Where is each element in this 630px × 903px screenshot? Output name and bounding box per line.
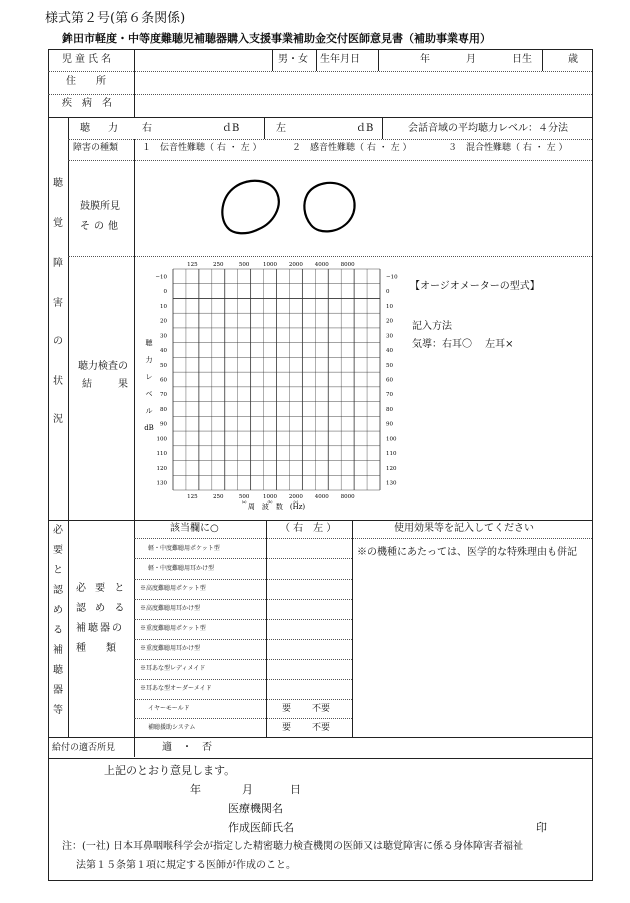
db-tick-label-left: 10 <box>160 303 167 310</box>
note-line-2: 法第１５条第１項に規定する医師が作成のこと。 <box>76 860 296 871</box>
freq-tick-label-top: 500 <box>238 262 250 268</box>
disease-label: 疾 病 名 <box>62 98 112 109</box>
y-axis-label-char: 力 <box>145 356 153 364</box>
freq-tick-label-bottom: 8000 <box>340 494 355 500</box>
dob-label: 生年月日 <box>320 54 360 65</box>
aid-item-8[interactable]: イヤーモールド <box>148 705 190 712</box>
db-tick-label-right: 0 <box>386 289 390 296</box>
disorder-kind-label: 障害の種類 <box>73 143 119 153</box>
db-tick-label-right: 90 <box>386 421 393 428</box>
db-tick-label-left: 50 <box>160 362 167 369</box>
db-tick-label-left: 20 <box>160 318 167 325</box>
sub-tick-label: (a) <box>241 500 247 504</box>
aid-item-6[interactable]: ※耳あな型レディメイド <box>140 665 206 672</box>
y-axis-label-char: ル <box>145 407 153 415</box>
db-tick-label-right: 40 <box>386 348 393 355</box>
form-title: 鉾田市軽度・中等度難聴児補聴器購入支援事業補助金交付医師意見書（補助事業専用） <box>62 32 491 45</box>
form-number: 様式第２号(第６条関係) <box>45 11 186 26</box>
test-result-label: 聴力検査の <box>78 361 128 372</box>
db-tick-label-left: 30 <box>160 333 167 340</box>
judgement-value[interactable]: 適 ・ 否 <box>162 742 212 753</box>
earmold-need[interactable]: 要 <box>282 704 292 714</box>
judgement-label: 給付の適否所見 <box>52 743 116 753</box>
aid-side-label: 必 要 と 認 め る 補 聴 器 等 <box>53 525 63 716</box>
db-tick-label-left: 90 <box>160 421 167 428</box>
acuity-left-db: ｄB <box>356 123 374 134</box>
freq-tick-label-top: 125 <box>187 262 198 268</box>
aid-item-3[interactable]: ※高度難聴用耳かけ型 <box>140 605 201 612</box>
disease-field[interactable] <box>135 95 590 116</box>
aid-note: ※の機種にあたっては、医学的な特殊理由も併記 <box>357 547 577 558</box>
notation-title: 記入方法 <box>412 321 452 332</box>
kind-mixed[interactable]: ３ 混合性難聴（ 右 ・ 左 ） <box>448 143 568 153</box>
average-level-label: 会話音域の平均聴力レベル：４分法 <box>408 123 568 134</box>
freq-tick-label-top: 8000 <box>340 262 355 268</box>
freq-tick-label-bottom: 500 <box>238 494 250 500</box>
col-effect: 使用効果等を記入してください <box>394 523 534 534</box>
db-tick-label-right: 20 <box>386 318 393 325</box>
db-tick-label-left: 110 <box>156 451 167 458</box>
db-tick-label-right: 100 <box>386 436 397 443</box>
freq-tick-label-top: 1000 <box>263 262 278 268</box>
freq-tick-label-bottom: 2000 <box>288 494 303 500</box>
y-axis-label-char: dB <box>144 424 154 432</box>
sub-tick-label: (c) <box>293 500 299 504</box>
kind-conductive[interactable]: １ 伝音性難聴（ 右 ・ 左 ） <box>142 143 262 153</box>
statement: 上記のとおり意見します。 <box>104 764 236 777</box>
date-year: 年 <box>190 783 201 796</box>
hearing-status-side-label: 聴 覚 障 害 の 状 況 <box>53 178 63 425</box>
child-name-label: 児童氏名 <box>62 54 114 65</box>
sex-field[interactable]: 男・女 <box>278 54 308 65</box>
acuity-right: 右 <box>142 123 152 134</box>
fm-no-need[interactable]: 不要 <box>312 723 331 733</box>
db-tick-label-right: 110 <box>386 451 397 458</box>
y-axis-label-char: ベ <box>145 390 153 398</box>
acuity-right-db: ｄB <box>222 123 240 134</box>
kind-sensorineural[interactable]: ２ 感音性難聴（ 右 ・ 左 ） <box>292 143 412 153</box>
db-tick-label-right: 10 <box>386 303 393 310</box>
freq-tick-label-top: 250 <box>213 262 224 268</box>
db-tick-label-left: 100 <box>156 436 167 443</box>
sub-tick-label: (b) <box>267 500 273 504</box>
aid-item-4[interactable]: ※重度難聴用ポケット型 <box>140 625 206 632</box>
notation-method: 気導：右耳〇 左耳× <box>412 339 514 350</box>
aid-item-5[interactable]: ※重度難聴用耳かけ型 <box>140 645 201 652</box>
db-tick-label-right: 30 <box>386 333 393 340</box>
col-right-left: （ 右 左 ） <box>280 523 337 534</box>
db-tick-label-right: −10 <box>386 274 398 281</box>
institution-label: 医療機関名 <box>228 802 283 815</box>
db-tick-label-right: 80 <box>386 406 393 413</box>
audiogram-chart <box>135 257 405 519</box>
db-tick-label-left: 0 <box>163 289 167 296</box>
db-tick-label-left: −10 <box>155 274 167 281</box>
freq-tick-label-bottom: 1000 <box>263 494 278 500</box>
aid-kind-label-3: 補聴器の <box>76 623 124 634</box>
db-tick-label-left: 130 <box>156 480 167 487</box>
db-tick-label-left: 120 <box>156 465 167 472</box>
db-tick-label-right: 120 <box>386 465 397 472</box>
dob-day: 日生 <box>512 54 532 65</box>
db-tick-label-left: 70 <box>160 392 167 399</box>
audiometer-model-label: 【オージオメーターの型式】 <box>410 281 540 292</box>
eardrum-diagram <box>215 175 365 237</box>
db-tick-label-right: 60 <box>386 377 393 384</box>
db-tick-label-right: 70 <box>386 392 393 399</box>
note-line-1: 注：(一社) 日本耳鼻咽喉科学会が指定した精密聴力検査機関の医師又は聴覚障害に係る身体障害者福祉 <box>62 841 523 852</box>
db-tick-label-right: 130 <box>386 480 397 487</box>
y-axis-label-char: レ <box>145 373 153 381</box>
acuity-left: 左 <box>276 123 286 134</box>
db-tick-label-left: 80 <box>160 406 167 413</box>
col-applicable: 該当欄に○ <box>170 523 219 534</box>
dob-month: 月 <box>466 54 476 65</box>
dob-year: 年 <box>420 54 430 65</box>
aid-item-9[interactable]: 補聴援助システム <box>148 724 196 731</box>
test-result-label-2: 結 果 <box>82 379 130 390</box>
freq-tick-label-bottom: 125 <box>187 494 198 500</box>
x-axis-label: 周 波 数 (Hz) <box>247 503 306 511</box>
age-label: 歳 <box>568 54 578 65</box>
db-tick-label-left: 60 <box>160 377 167 384</box>
fm-need[interactable]: 要 <box>282 723 292 733</box>
aid-item-1[interactable]: 軽・中度難聴用耳かけ型 <box>148 565 215 572</box>
aid-kind-label-4: 種 類 <box>76 643 116 654</box>
aid-item-2[interactable]: ※高度難聴用ポケット型 <box>140 585 206 592</box>
freq-tick-label-bottom: 250 <box>213 494 224 500</box>
aid-item-7[interactable]: ※耳あな型オーダーメイド <box>140 685 212 692</box>
freq-tick-label-top: 2000 <box>288 262 303 268</box>
eardrum-label: 鼓膜所見 <box>80 201 120 212</box>
aid-kind-label-1: 必 要 と <box>76 583 128 594</box>
seal-mark: 印 <box>536 821 547 834</box>
db-tick-label-right: 50 <box>386 362 393 369</box>
aid-item-0[interactable]: 軽・中度難聴用ポケット型 <box>148 545 220 552</box>
address-field[interactable] <box>135 72 590 93</box>
address-label: 住 所 <box>66 76 106 87</box>
freq-tick-label-bottom: 4000 <box>314 494 329 500</box>
date-day: 日 <box>290 783 301 796</box>
date-month: 月 <box>242 783 253 796</box>
eardrum-other-label: その他 <box>80 221 122 232</box>
doctor-label: 作成医師氏名 <box>228 821 294 834</box>
child-name-field[interactable] <box>135 50 271 71</box>
earmold-no-need[interactable]: 不要 <box>312 704 331 714</box>
freq-tick-label-top: 4000 <box>314 262 329 268</box>
acuity-label: 聴 力 <box>80 123 122 134</box>
db-tick-label-left: 40 <box>160 348 167 355</box>
aid-kind-label-2: 認 め る <box>76 603 128 614</box>
y-axis-label-char: 聴 <box>145 339 153 347</box>
